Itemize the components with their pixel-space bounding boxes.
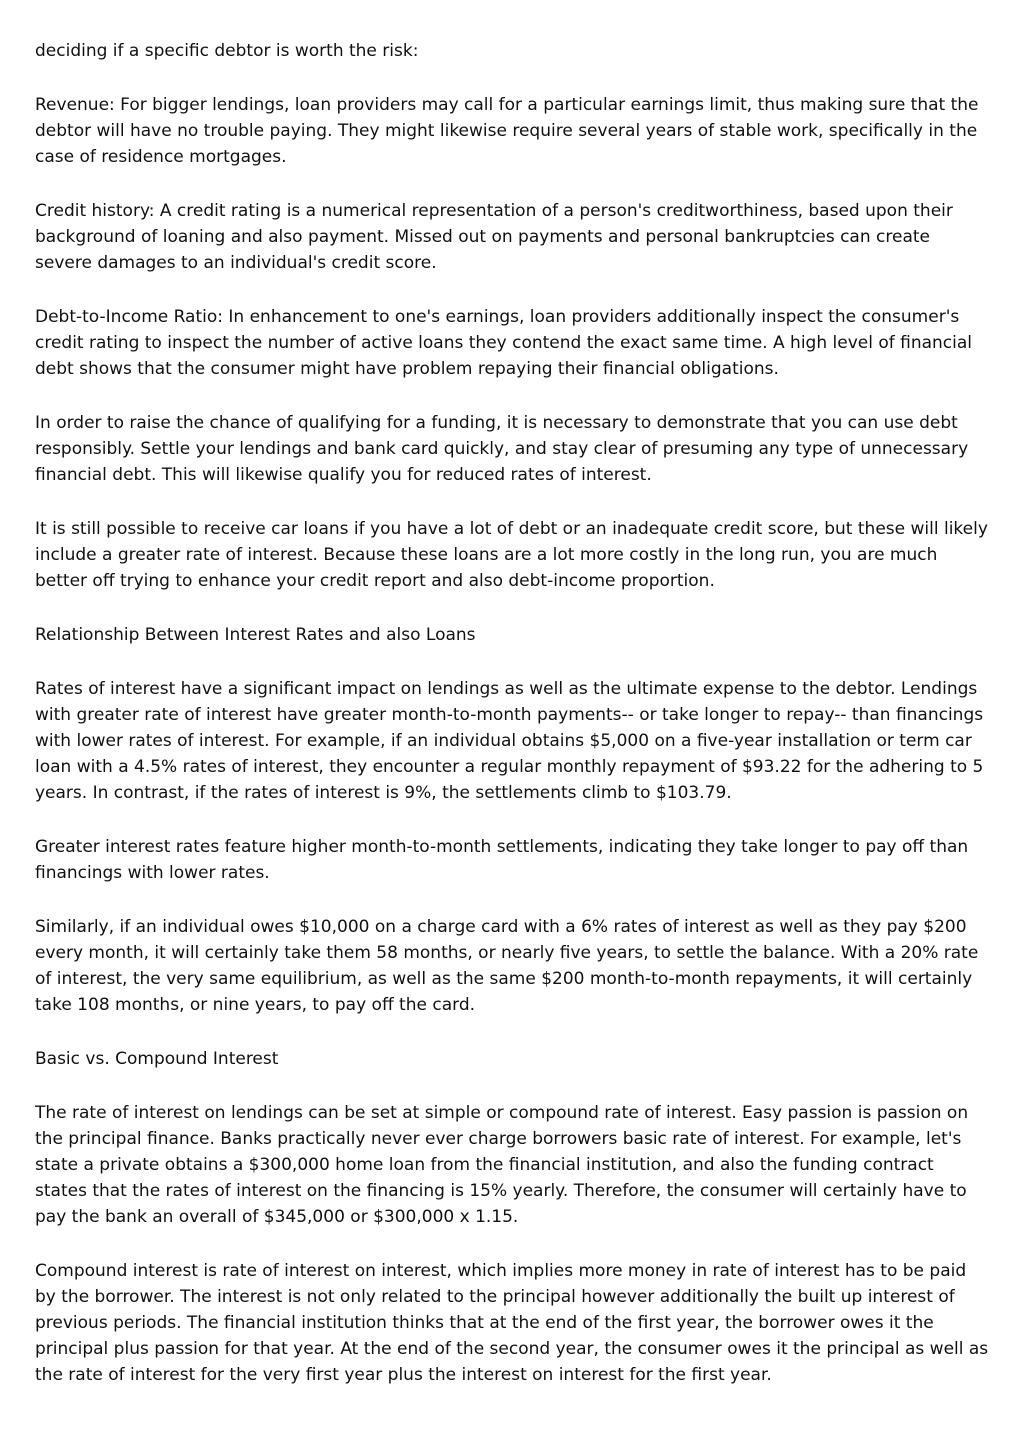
paragraph-charge-card-example: Similarly, if an individual owes $10,000 on a charge card with a 6% rates of interest as well as they pay $200 every month, it will certainly take them 58 months, or nearly five years, to settle the balance. With a 20% rate of interest, the very same equilibrium, as well as the same $200 month-to-month repayments, it will certainly take 108 months, or nine years, to pay off the card. xyxy=(35,917,979,1015)
paragraph-rates-impact: Rates of interest have a significant impact on lendings as well as the ultimate expense to the debtor. Lendings with greater rate of interest have greater month-to-month payments-- or take longer to repay-- than financings with lower rates of interest. For example, if an individual obtains $5,000 on a five-year installation or term car loan with a 4.5% rates of interest, they encounter a regular monthly repayment of $93.22 for the adhering to 5 years. In contrast, if the rates of interest is 9%, the settlements climb to $103.79. xyxy=(35,679,984,803)
document-page xyxy=(35,38,990,1416)
section-heading-interest-rates: Relationship Between Interest Rates and also Loans xyxy=(35,625,476,645)
paragraph-greater-rates: Greater interest rates feature higher month-to-month settlements, indicating they take longer to pay off than financings with lower rates. xyxy=(35,837,969,883)
paragraph-qualifying: In order to raise the chance of qualifying for a funding, it is necessary to demonstrate that you can use debt responsibly. Settle your lendings and bank card quickly, and stay clear of presuming any type of unnecessary financial debt. This will likewise qualify you for reduced rates of interest. xyxy=(35,413,969,485)
paragraph-compound-interest: Compound interest is rate of interest on interest, which implies more money in rate of interest has to be paid by the borrower. The interest is not only related to the principal however additionally the built up interest of previous periods. The financial institution thinks that at the end of the first year, the borrower owes it the principal plus passion for that year. At the end of the second year, the consumer owes it the principal as well as the rate of interest for the very first year plus the interest on interest for the first year. xyxy=(35,1261,989,1385)
paragraph-revenue: Revenue: For bigger lendings, loan providers may call for a particular earnings limit, thus making sure that the debtor will have no trouble paying. They might likewise require several years of stable work, specifically in the case of residence mortgages. xyxy=(35,95,979,167)
paragraph-simple-interest: The rate of interest on lendings can be set at simple or compound rate of interest. Easy passion is passion on the principal finance. Banks practically never ever charge borrowers basic rate of interest. For example, let's state a private obtains a $300,000 home loan from the financial institution, and also the funding contract states that the rates of interest on the financing is 15% yearly. Therefore, the consumer will certainly have to pay the bank an overall of $345,000 or $300,000 x 1.15. xyxy=(35,1103,969,1227)
section-heading-basic-vs-compound: Basic vs. Compound Interest xyxy=(35,1049,279,1069)
paragraph-debt-to-income: Debt-to-Income Ratio: In enhancement to one's earnings, loan providers additionally inspect the consumer's credit rating to inspect the number of active loans they contend the exact same time. A high level of financial debt shows that the consumer might have problem repaying their financial obligations. xyxy=(35,307,973,379)
paragraph-credit-history: Credit history: A credit rating is a numerical representation of a person's creditworthiness, based upon their background of loaning and also payment. Missed out on payments and personal bankruptcies can create severe damages to an individual's credit score. xyxy=(35,201,953,273)
paragraph-car-loans: It is still possible to receive car loans if you have a lot of debt or an inadequate credit score, but these will likely include a greater rate of interest. Because these loans are a lot more costly in the long run, you are much better off trying to enhance your credit report and also debt-income proportion. xyxy=(35,519,988,591)
paragraph-intro: deciding if a specific debtor is worth the risk: xyxy=(35,41,419,61)
